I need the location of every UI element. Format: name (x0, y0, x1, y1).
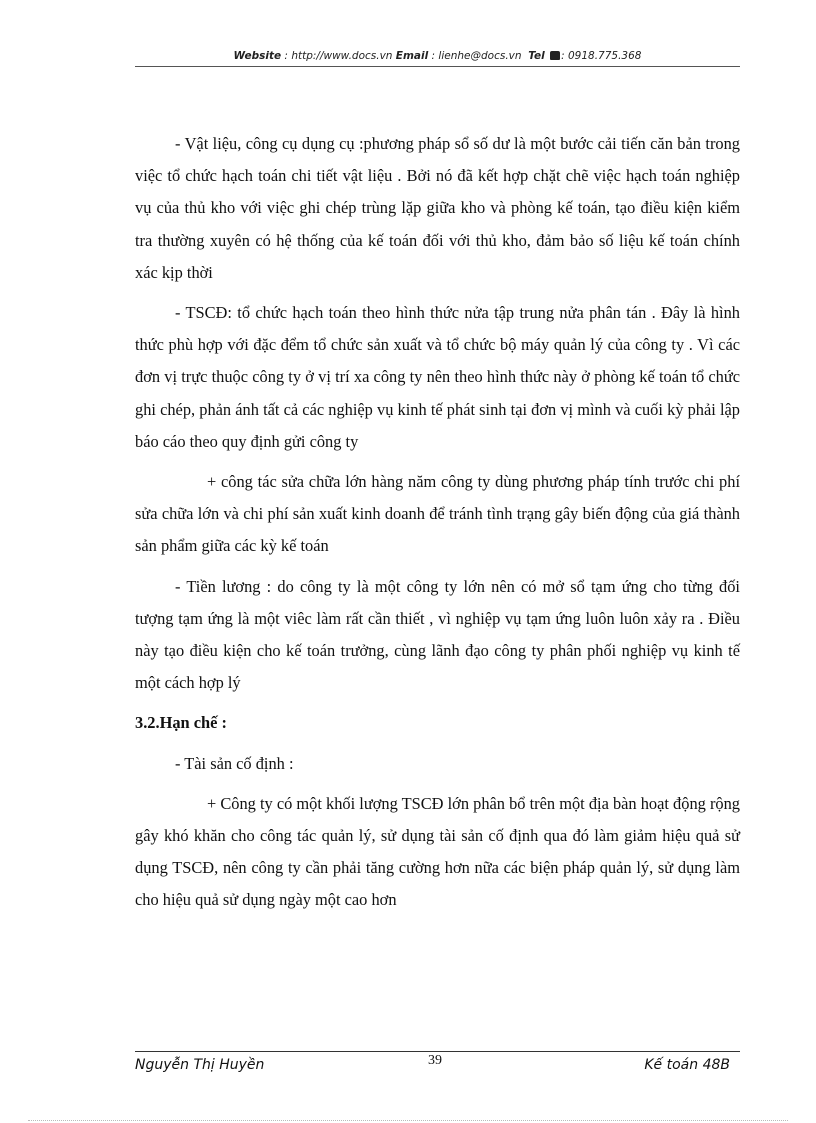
email-label: Email (395, 50, 429, 62)
document-body (135, 128, 740, 925)
page-footer (135, 1051, 740, 1078)
page-bottom-border (28, 1120, 788, 1121)
footer-author: Nguyễn Thị Huyền (135, 1057, 265, 1073)
page-header (135, 48, 740, 67)
footer-department: Kế toán 48B (644, 1057, 730, 1073)
email-link[interactable]: lienhe@docs.vn (438, 50, 522, 62)
email-separator: : (428, 50, 439, 62)
website-label: Website (233, 50, 282, 62)
section-heading: 3.2.Hạn chế : (135, 713, 227, 733)
website-link[interactable]: http://www.docs.vn (291, 50, 393, 62)
website-separator: : (281, 50, 292, 62)
paragraph-fixed-assets-limitation: + Công ty có một khối lượng TSCĐ lớn phân bổ trên một địa bàn hoạt động rộng gây khó khăn cho công tác quản lý, sử dụng tài sản cố định qua đó làm giảm hiệu quả sử dụng TSCĐ, nên công ty cần phải tăng cường hơn nữa các biện pháp quản lý, sử dụng làm cho hiệu quả sử dụng ngày một cao hơn (135, 793, 740, 910)
paragraph-major-repairs: + công tác sửa chữa lớn hàng năm công ty dùng phương pháp tính trước chi phí sửa chữa lớn và chi phí sản xuất kinh doanh để tránh tình trạng gây biến động của giá thành sản phẩm giữa các kỳ kế toán (135, 472, 740, 556)
paragraph-fixed-assets-accounting: - TSCĐ: tổ chức hạch toán theo hình thức nửa tập trung nửa phân tán . Đây là hình thức phù hợp với đặc đểm tổ chức sản xuất và tổ chức bộ máy quản lý của công ty . Vì các đơn vị trực thuộc công ty ở vị trí xa công ty nên theo hình thức này ở phòng kế toán tổ chức ghi chép, phản ánh tất cả các nghiệp vụ kinh tế phát sinh tại đơn vị mình và cuối kỳ phải lập báo cáo theo quy định gửi công ty (135, 303, 740, 451)
paragraph-salary: - Tiền lương : do công ty là một công ty lớn nên có mở sổ tạm ứng cho từng đối tượng tạm ứng là một viêc làm rất cần thiết , vì nghiệp vụ tạm ứng luôn luôn xảy ra . Điều này tạo điều kiện cho kế toán trưởng, cùng lãnh đạo công ty phân phối nghiệp vụ kinh tế một cách hợp lý (135, 576, 740, 693)
page-number: 39 (428, 1053, 442, 1068)
paragraph-fixed-assets-title: - Tài sản cố định : (175, 753, 294, 773)
tel-value: : 0918.775.368 (561, 50, 642, 62)
tel-label: Tel (528, 50, 545, 62)
phone-icon (550, 51, 560, 60)
paragraph-materials: - Vật liệu, công cụ dụng cụ :phương pháp sổ số dư là một bước cải tiến căn bản trong việc tổ chức hạch toán chi tiết vật liệu . Bởi nó đã kết hợp chặt chẽ việc hạch toán nghiệp vụ của thủ kho với việc ghi chép trùng lặp giữa kho và phòng kế toán, tạo điều kiện kiểm tra thường xuyên có hệ thống của kế toán đối với thủ kho, đảm bảo số liệu kế toán chính xác kịp thời (135, 134, 740, 282)
